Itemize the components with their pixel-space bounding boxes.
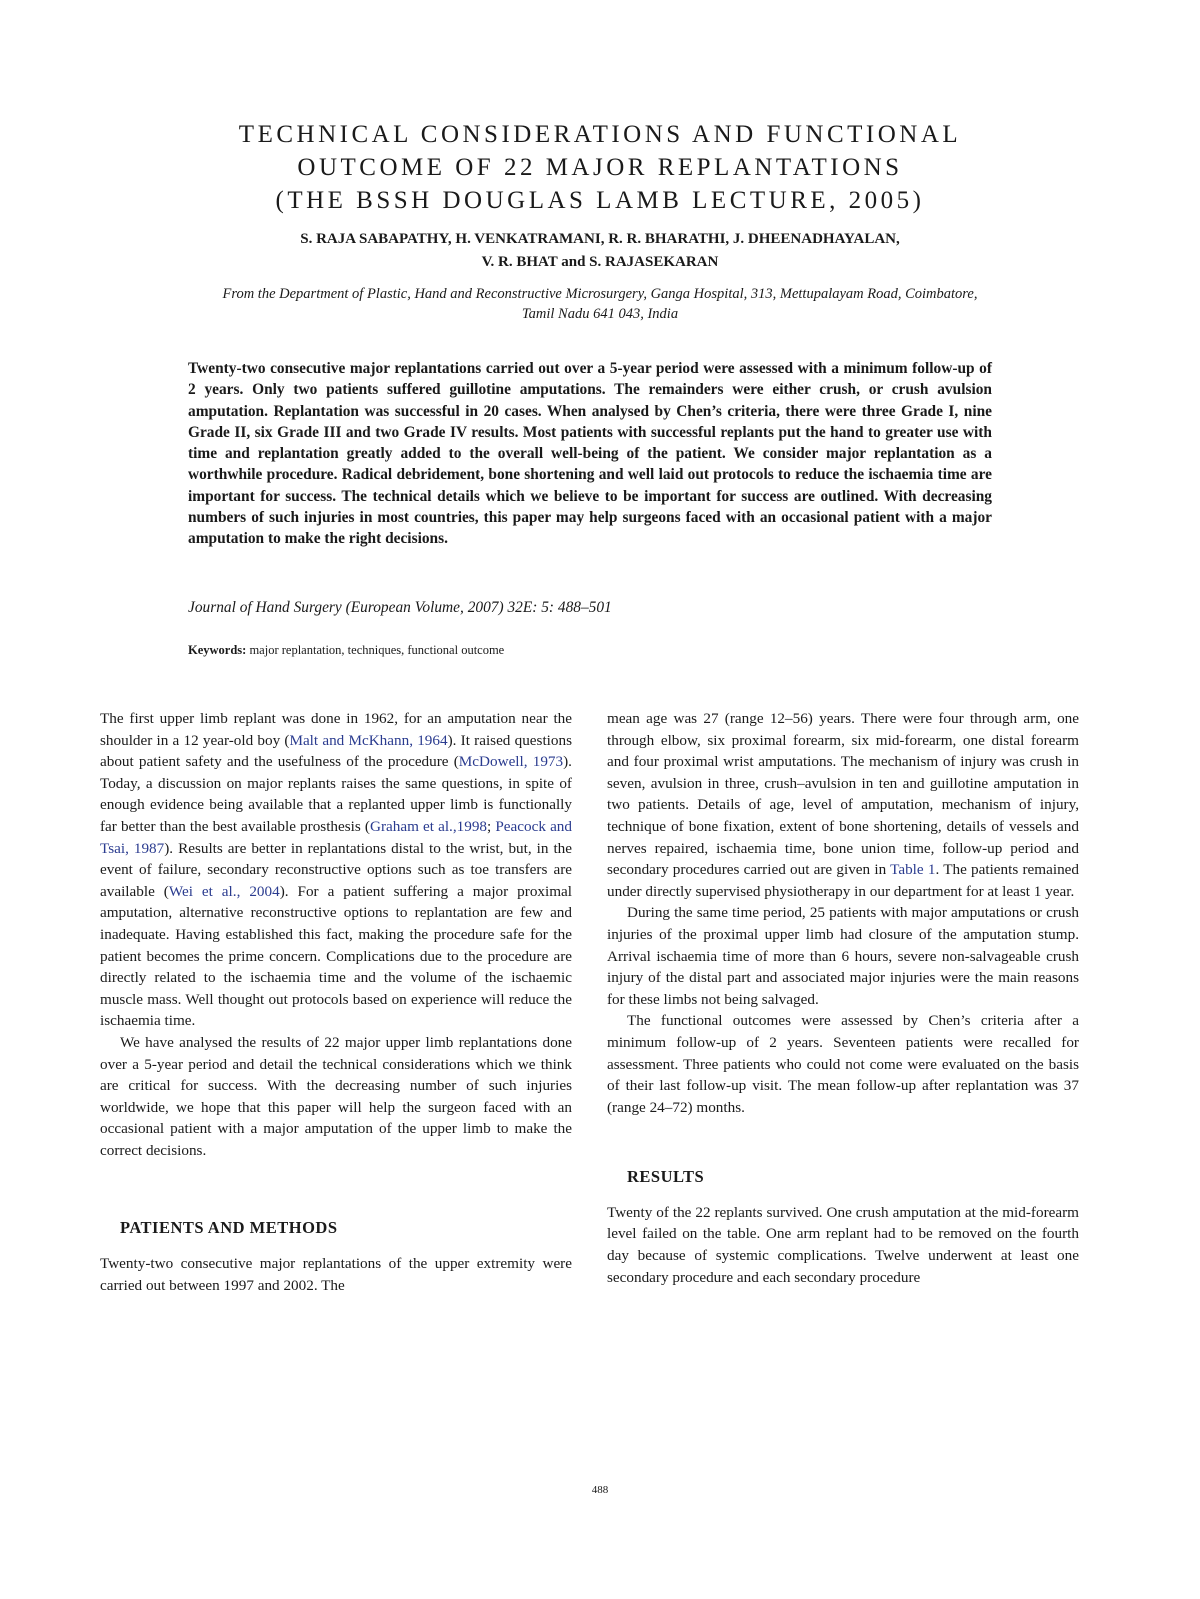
results-paragraph-1: Twenty of the 22 replants survived. One crush amputation at the mid-forearm level failed on the table. One arm replant had to be removed on the fourth day because of systemic complications. Twelve underwent at least one secondary procedure and each secondary procedure — [607, 1203, 1079, 1286]
title-line-1: TECHNICAL CONSIDERATIONS AND FUNCTIONAL — [238, 121, 962, 148]
reference-link-malt-1964[interactable]: Malt and McKhann, 1964 — [289, 731, 448, 749]
spacer — [100, 1161, 572, 1217]
section-heading-results: RESULTS — [627, 1167, 705, 1187]
abstract: Twenty-two consecutive major replantations carried out over a 5-year period were assessed with a minimum follow-up of 2 years. Only two patients suffered guillotine amputations. The remainders were either crush, or crush avulsion amputation. Replantation was successful in 20 cases. When analysed by Chen’s criteria, there were three Grade I, nine Grade II, six Grade III and two Grade IV results. Most patients with successful replants put the hand to greater use with time and replantation greatly added to the overall well-being of the patient. We consider major replantation as a worthwhile procedure. Radical debridement, bone shortening and well laid out protocols to reduce the ischaemia time are important for success. The technical details which we believe to be important for success are outlined. With decreasing numbers of such injuries in most countries, this paper may help surgeons faced with an occasional patient with a major amputation to make the right decisions. — [188, 360, 992, 548]
left-column — [100, 708, 572, 1296]
keywords-label: Keywords: — [188, 643, 247, 657]
right-column — [607, 708, 1079, 1288]
text-run: ; — [487, 817, 496, 835]
spacer — [100, 1239, 572, 1253]
authors-line-2: V. R. BHAT and S. RAJASEKARAN — [481, 254, 719, 270]
title-line-2: OUTCOME OF 22 MAJOR REPLANTATIONS — [297, 154, 903, 181]
affiliation-line-1: From the Department of Plastic, Hand and Reconstructive Microsurgery, Ganga Hospital, 313, Mettupalayam Road, Coimbatore, — [222, 286, 978, 302]
authors-line-1: S. RAJA SABAPATHY, H. VENKATRAMANI, R. R. BHARATHI, J. DHEENADHAYALAN, — [300, 231, 900, 247]
intro-paragraph-2: We have analysed the results of 22 major upper limb replantations done over a 5-year period and detail the technical considerations which we think are critical for success. With the decreasing number of such injuries worldwide, we hope that this paper will help the surgeon faced with an occasional patient with a major amputation of the upper limb to make the correct decisions. — [100, 1033, 572, 1159]
text-run: ). For a patient suffering a major proximal amputation, alternative reconstructive options to replantation are few and inadequate. Having established this fact, making the procedure safe for the patient becomes the prime concern. Complications due to the procedure are directly related to the ischaemia time and the volume of the ischaemic muscle mass. Well thought out protocols based on experience will reduce the ischaemia time. — [100, 882, 573, 1030]
reference-link-graham-1998[interactable]: Graham et al.,1998 — [369, 817, 488, 835]
journal-citation: Journal of Hand Surgery (European Volume, 2007) 32E: 5: 488–501 — [188, 599, 612, 616]
reference-link-mcdowell-1973[interactable]: McDowell, 1973 — [458, 753, 564, 771]
intro-paragraph-1 — [100, 708, 572, 1032]
author-list — [100, 228, 1100, 274]
table-1-link[interactable]: Table 1 — [890, 861, 936, 879]
paper-title — [100, 118, 1100, 217]
affiliation — [95, 284, 1105, 324]
text-run: ). It raised questions about patient safety and the usefulness of the procedure ( — [100, 731, 572, 771]
reference-link-wei-2004[interactable]: Wei et al., 2004 — [168, 882, 280, 900]
methods-paragraph-2 — [607, 708, 1079, 902]
page-number: 488 — [591, 1484, 609, 1496]
reference-link-peacock-1987[interactable]: Peacock and Tsai, 1987 — [100, 817, 572, 857]
text-run: mean age was 27 (range 12–56) years. There were four through arm, one through elbow, six proximal forearm, six mid-forearm, one distal forearm and four proximal wrist amputations. The mechanism of injury was crush in seven, avulsion in three, crush–avulsion in ten and guillotine amputation in two patients. Details of age, level of amputation, mechanism of injury, technique of bone fixation, extent of bone shortening, details of vessels and nerves repaired, ischaemia time, bone union time, follow-up period and secondary procedures carried out are given in — [607, 710, 1079, 879]
text-run: ). Today, a discussion on major replants raises the same questions, in spite of enough evidence being available that a replanted upper limb is functionally far better than the best available prosthesis ( — [100, 753, 572, 835]
text-run: The first upper limb replant was done in 1962, for an amputation near the shoulder in a 12 year-old boy ( — [100, 710, 572, 749]
methods-paragraph-4: The functional outcomes were assessed by Chen’s criteria after a minimum follow-up of 2 years. Seventeen patients were recalled for assessment. Three patients who could not come were evaluated on the basis of their last follow-up visit. The mean follow-up after replantation was 37 (range 24–72) months. — [607, 1012, 1079, 1116]
methods-paragraph-3: During the same time period, 25 patients with major amputations or crush injuries of the proximal upper limb had closure of the amputation stump. Arrival ischaemia time of more than 6 hours, severe non-salvageable crush injury of the distal part and associated major injuries were the main reasons for these limbs not being salvaged. — [607, 904, 1079, 1008]
section-heading-patients-methods: PATIENTS AND METHODS — [120, 1218, 338, 1238]
keywords-text: major replantation, techniques, functional outcome — [246, 643, 505, 657]
text-run: ). Results are better in replantations distal to the wrist, but, in the event of failure, secondary reconstructive options such as toe transfers are available ( — [100, 839, 572, 900]
affiliation-line-2: Tamil Nadu 641 043, India — [521, 306, 679, 322]
text-run: . The patients remained under directly supervised physiotherapy in our department for at least 1 year. — [607, 861, 1079, 900]
title-line-3: (THE BSSH DOUGLAS LAMB LECTURE, 2005) — [275, 187, 925, 214]
spacer — [607, 1118, 1079, 1166]
methods-paragraph-1: Twenty-two consecutive major replantations of the upper extremity were carried out between 1997 and 2002. The — [100, 1255, 572, 1294]
keywords — [188, 642, 992, 658]
spacer — [607, 1188, 1079, 1202]
